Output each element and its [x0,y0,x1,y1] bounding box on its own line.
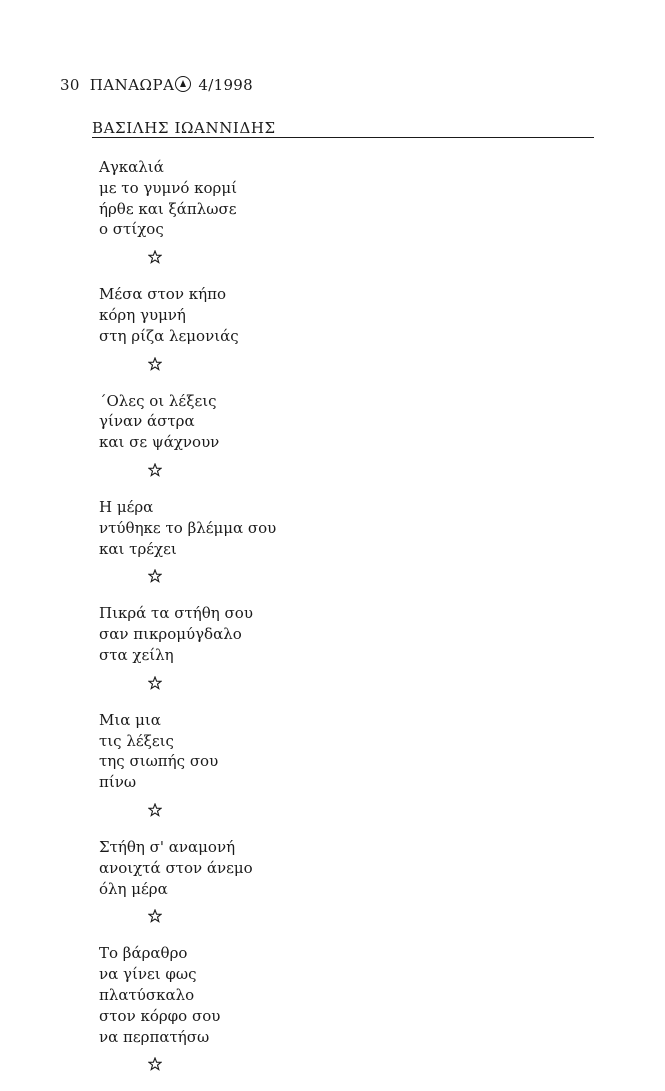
star-separator-icon [148,1057,162,1091]
stanza [99,603,519,665]
poem-line: ο στίχος [99,220,164,239]
poem-line: να περπατήσω [99,1027,210,1046]
poem-line: Στήθη σ' αναμονή [99,837,236,856]
poem-line: Μια μια [99,710,161,729]
poem-line: τις λέξεις [99,731,174,750]
poem-line: πίνω [99,773,137,792]
poem-line: Μέσα στον κήπο [99,285,226,304]
poem-line: να γίνει φως [99,965,197,984]
header-rule [92,137,594,138]
poem-line: της σιωπής σου [99,752,219,771]
journal-title: ΠΑΝΑΩΡΑ [89,76,175,94]
poem-line: Αγκαλιά [99,158,164,176]
poem-line: ντύθηκε το βλέμμα σου [99,518,277,537]
star-separator-icon [148,569,162,603]
stanza [99,391,519,453]
star-separator-icon [148,676,162,710]
poem-line: στα χείλη [99,645,174,664]
poem-line: πλατύσκαλο [99,985,195,1004]
star-separator-icon [148,463,162,497]
poem-line: ΄Ολες οι λέξεις [99,391,217,410]
poem-line: κόρη γυμνή [99,305,186,324]
poem-line: στη ρίζα λεμονιάς [99,326,239,345]
poem-line: Η μέρα [99,497,154,516]
stanza [99,837,519,899]
author-name: ΒΑΣΙΛΗΣ ΙΩΑΝΝΙΔΗΣ [92,119,276,137]
poem-line: ανοιχτά στον άνεμο [99,858,253,877]
star-separator-icon [148,909,162,943]
running-head [60,76,253,94]
stanza [99,710,519,793]
stanza [99,943,519,1047]
poem-line: όλη μέρα [99,879,168,898]
poem-line: Το βάραθρο [99,944,188,963]
poem-line: και σε ψάχνουν [99,433,220,452]
poem-line: με το γυμνό κορμί [99,178,237,197]
journal-logo-icon [175,76,191,92]
poem-line: και τρέχει [99,539,177,558]
poem-line: γίναν άστρα [99,412,195,431]
poem-line: Πικρά τα στήθη σου [99,604,253,623]
page-number: 30 [60,76,80,94]
poem [99,157,519,1091]
star-separator-icon [148,357,162,391]
poem-line: στον κόρφο σου [99,1006,221,1025]
star-separator-icon [148,803,162,837]
star-separator-icon [148,250,162,284]
poem-line: σαν πικρομύγδαλο [99,625,242,644]
stanza [99,157,519,240]
poem-line: ήρθε και ξάπλωσε [99,199,237,218]
issue-number: 4/1998 [198,76,253,94]
stanza [99,284,519,346]
stanza [99,497,519,559]
